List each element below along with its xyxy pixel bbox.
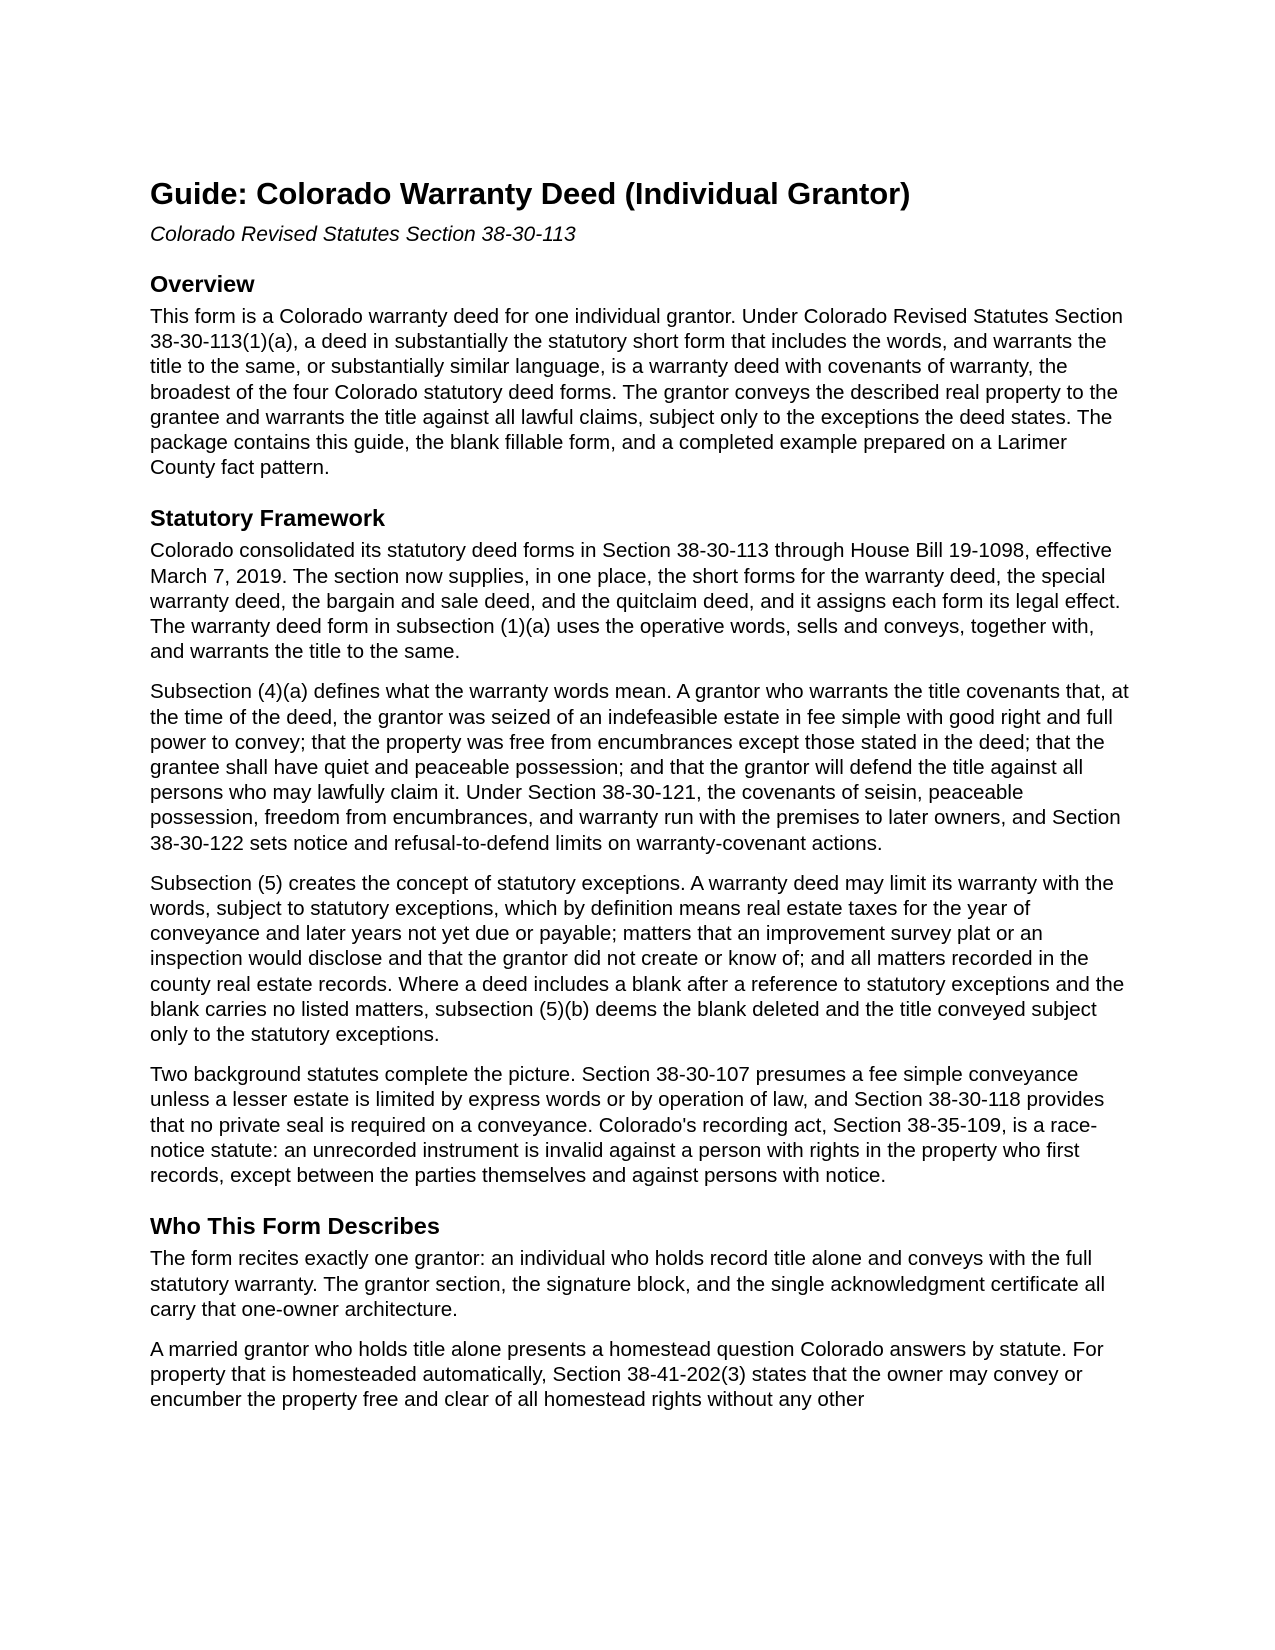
section-heading-who-this-form-describes: Who This Form Describes [150, 1213, 440, 1240]
paragraph: This form is a Colorado warranty deed for one individual grantor. Under Colorado Revised Statutes Section 38-30-113(1)(a), a deed in substantially the statutory short form that includes the words, and warrants the title to the same, or substantially similar language, is a warranty deed with covenants of warranty, the broadest of the four Colorado statutory deed forms. The grantor conveys the described real property to the grantee and warrants the title against all lawful claims, subject only to the exceptions the deed states. The package contains this guide, the blank fillable form, and a completed example prepared on a Larimer County fact pattern. [150, 305, 1123, 480]
section-statutory-framework [150, 504, 1130, 1188]
paragraph: Colorado consolidated its statutory deed forms in Section 38-30-113 through House Bill 19-1098, effective March 7, 2019. The section now supplies, in one place, the short forms for the warranty deed, the special warranty deed, the bargain and sale deed, and the quitclaim deed, and it assigns each form its legal effect. The warranty deed form in subsection (1)(a) uses the operative words, sells and conveys, together with, and warrants the title to the same. [150, 539, 1121, 664]
paragraph: Subsection (5) creates the concept of statutory exceptions. A warranty deed may limit its warranty with the words, subject to statutory exceptions, which by definition means real estate taxes for the year of conveyance and later years not yet due or payable; matters that an improvement survey plat or an inspection would disclose and that the grantor did not create or know of; and all matters recorded in the county real estate records. Where a deed includes a blank after a reference to statutory exceptions and the blank carries no listed matters, subsection (5)(b) deems the blank deleted and the title conveyed subject only to the statutory exceptions. [150, 871, 1125, 1047]
section-heading-statutory-framework: Statutory Framework [150, 505, 386, 532]
paragraph: A married grantor who holds title alone presents a homestead question Colorado answers by statute. For property that is homesteaded automatically, Section 38-41-202(3) states that the owner may convey or encumber the property free and clear of all homestead rights without any other [150, 1337, 1104, 1412]
section-heading-overview: Overview [150, 271, 255, 297]
page-subtitle: Colorado Revised Statutes Section 38-30-113 [150, 223, 576, 246]
page-title: Guide: Colorado Warranty Deed (Individual Grantor) [150, 176, 911, 211]
paragraph: The form recites exactly one grantor: an individual who holds record title alone and conveys with the full statutory warranty. The grantor section, the signature block, and the single acknowledgment certificate all carry that one-owner architecture. [150, 1247, 1106, 1321]
document-page [150, 174, 1130, 1413]
section-overview [150, 270, 1130, 480]
section-who-this-form-describes [150, 1212, 1130, 1412]
paragraph: Subsection (4)(a) defines what the warranty words mean. A grantor who warrants the title covenants that, at the time of the deed, the grantor was seized of an indefeasible estate in fee simple with good right and full power to convey; that the property was free from encumbrances except those stated in the deed; that the grantee shall have quiet and peaceable possession; and that the grantor will defend the title against all persons who may lawfully claim it. Under Section 38-30-121, the covenants of seisin, peaceable possession, freedom from encumbrances, and warranty run with the premises to later owners, and Section 38-30-122 sets notice and refusal-to-defend limits on warranty-covenant actions. [150, 680, 1129, 855]
paragraph: Two background statutes complete the picture. Section 38-30-107 presumes a fee simple conveyance unless a lesser estate is limited by express words or by operation of law, and Section 38-30-118 provides that no private seal is required on a conveyance. Colorado's recording act, Section 38-35-109, is a race-notice statute: an unrecorded instrument is invalid against a person with rights in the property who first records, except between the parties themselves and against persons with notice. [150, 1063, 1105, 1188]
